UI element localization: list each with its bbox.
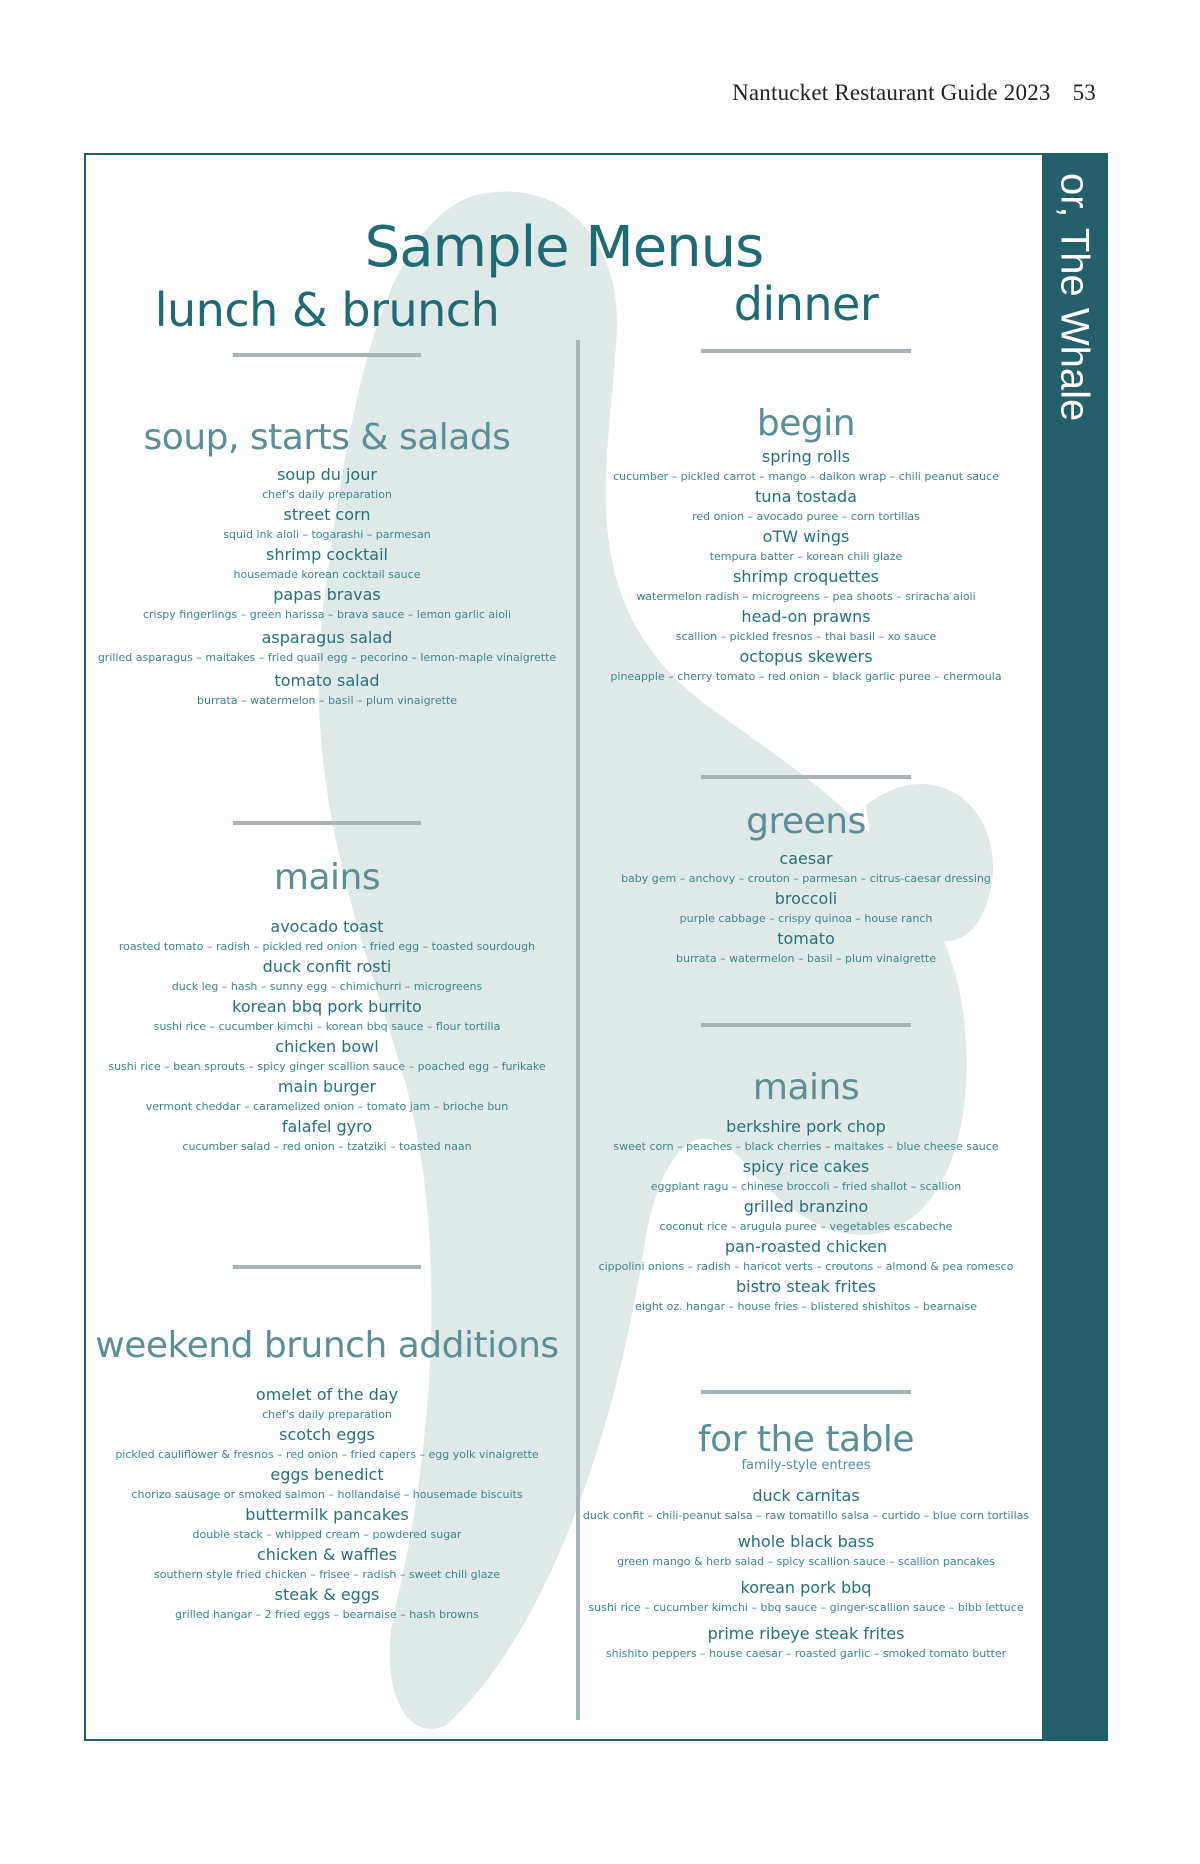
item-name: steak & eggs	[274, 1585, 380, 1604]
item-description: squid ink aioli – togarashi – parmesan	[223, 528, 431, 541]
item-name: soup du jour	[277, 465, 377, 484]
menu-item	[86, 504, 568, 544]
item-description: crispy fingerlings – green harissa – brava sauce – lemon garlic aioli	[142, 608, 512, 621]
item-name: shrimp cocktail	[266, 545, 388, 564]
menu-item	[576, 1196, 1036, 1236]
item-description: chef's daily preparation	[262, 1408, 392, 1421]
menu-items	[576, 446, 1036, 686]
section-greens	[576, 801, 1036, 968]
section-weekend-brunch	[86, 1325, 568, 1624]
item-description: shishito peppers – house caesar – roasted garlic – smoked tomato butter	[605, 1647, 1007, 1660]
item-description: coconut rice – arugula puree – vegetables escabeche	[659, 1220, 953, 1233]
menu-items	[86, 916, 568, 1156]
menu-item	[86, 1464, 568, 1504]
menu-frame	[84, 153, 1108, 1741]
menu-items	[576, 848, 1036, 968]
item-name: papas bravas	[273, 585, 381, 604]
item-name: tuna tostada	[755, 487, 857, 506]
section-for-the-table	[576, 1419, 1036, 1663]
item-name: main burger	[277, 1077, 377, 1096]
menu-item	[576, 646, 1036, 686]
item-name: berkshire pork chop	[726, 1117, 886, 1136]
item-description: red onion – avocado puree – corn tortillas	[692, 510, 920, 523]
menu-item	[86, 1076, 568, 1116]
dinner-title-block	[576, 277, 1036, 353]
item-name: buttermilk pancakes	[245, 1505, 409, 1524]
sidebar-title: or, The Whale	[1052, 173, 1097, 422]
item-name: prime ribeye steak frites	[707, 1624, 905, 1643]
item-name: street corn	[283, 505, 371, 524]
menu-item	[576, 566, 1036, 606]
menu-item	[86, 1424, 568, 1464]
item-description: pickled cauliflower & fresnos – red onion – fried capers – egg yolk vinaigrette	[115, 1448, 539, 1461]
menu-item	[576, 1116, 1036, 1156]
menu-item	[576, 446, 1036, 486]
menu-item	[576, 1577, 1036, 1617]
item-description: grilled asparagus – maitakes – fried quail egg – pecorino – lemon-maple vinaigrette	[97, 651, 557, 664]
lunch-brunch-title: lunch & brunch	[154, 283, 500, 337]
section-title: soup, starts & salads	[143, 417, 511, 458]
rule	[701, 349, 911, 353]
menu-item	[576, 1531, 1036, 1571]
item-name: bistro steak frites	[735, 1277, 877, 1296]
section-dinner-mains	[576, 1067, 1036, 1316]
item-description: chorizo sausage or smoked salmon – hollandaise – housemade biscuits	[131, 1488, 523, 1501]
item-description: sushi rice – cucumber kimchi – bbq sauce – ginger-scallion sauce – bibb lettuce	[588, 1601, 1024, 1614]
item-description: baby gem – anchovy – crouton – parmesan – citrus-caesar dressing	[621, 872, 991, 885]
item-name: shrimp croquettes	[732, 567, 879, 586]
item-name: oTW wings	[762, 527, 850, 546]
item-name: spicy rice cakes	[742, 1157, 870, 1176]
rule	[701, 775, 911, 779]
item-name: scotch eggs	[279, 1425, 375, 1444]
item-name: chicken bowl	[275, 1037, 379, 1056]
menu-item	[86, 996, 568, 1036]
menu-item	[576, 486, 1036, 526]
sidebar-band	[1042, 155, 1106, 1739]
item-description: cucumber – pickled carrot – mango – daikon wrap – chili peanut sauce	[613, 470, 999, 483]
item-description: purple cabbage – crispy quinoa – house ranch	[679, 912, 933, 925]
menu-item	[86, 544, 568, 584]
menu-item	[576, 888, 1036, 928]
section-title: for the table	[697, 1419, 915, 1460]
menu-item	[86, 627, 568, 667]
lunch-title-block	[86, 283, 568, 357]
item-description: southern style fried chicken – frisee – radish – sweet chili glaze	[154, 1568, 500, 1581]
section-soup-starts-salads	[86, 417, 568, 710]
item-description: cippolini onions – radish – haricot verts – croutons – almond & pea romesco	[598, 1260, 1014, 1273]
item-name: octopus skewers	[739, 647, 873, 666]
section-title: mains	[752, 1067, 860, 1108]
menu-item	[576, 1485, 1036, 1525]
rule	[233, 821, 421, 825]
rule	[701, 1390, 911, 1394]
menu-item	[86, 670, 568, 710]
item-name: asparagus salad	[261, 628, 393, 647]
dinner-title: dinner	[733, 277, 879, 331]
menu-item	[86, 1384, 568, 1424]
menu-items	[576, 1485, 1036, 1663]
item-name: eggs benedict	[270, 1465, 384, 1484]
rule	[233, 353, 421, 357]
item-name: grilled branzino	[743, 1197, 869, 1216]
menu-item	[86, 916, 568, 956]
menu-item	[576, 606, 1036, 646]
item-name: spring rolls	[761, 447, 851, 466]
item-description: tempura batter – korean chili glaze	[709, 550, 903, 563]
page-header	[732, 80, 1096, 106]
item-description: chef's daily preparation	[262, 488, 392, 501]
section-title: mains	[273, 857, 381, 898]
rule	[233, 1265, 421, 1269]
main-title: Sample Menus	[364, 215, 764, 280]
menu-item	[86, 1584, 568, 1624]
item-description: pineapple – cherry tomato – red onion – black garlic puree – chermoula	[610, 670, 1002, 683]
section-title: begin	[756, 403, 856, 444]
section-subtitle: family-style entrees	[741, 1458, 871, 1473]
item-name: broccoli	[774, 889, 838, 908]
item-description: green mango & herb salad – spicy scallion sauce – scallion pancakes	[617, 1555, 995, 1568]
item-name: whole black bass	[737, 1532, 875, 1551]
item-name: tomato salad	[274, 671, 380, 690]
page-number: 53	[1072, 80, 1096, 105]
menu-item	[576, 1156, 1036, 1196]
menu-item	[86, 584, 568, 624]
section-begin	[576, 403, 1036, 686]
menu-item	[86, 956, 568, 996]
item-description: grilled hangar – 2 fried eggs – bearnaise – hash browns	[175, 1608, 479, 1621]
item-name: caesar	[779, 849, 833, 868]
item-description: duck confit – chili-peanut salsa – raw tomatillo salsa – curtido – blue corn tortillas	[582, 1509, 1030, 1522]
item-description: eight oz. hangar – house fries – blistered shishitos – bearnaise	[635, 1300, 977, 1313]
item-description: double stack – whipped cream – powdered sugar	[192, 1528, 462, 1541]
section-lunch-mains	[86, 857, 568, 1156]
menu-item	[86, 1544, 568, 1584]
menu-item	[576, 1623, 1036, 1663]
item-description: roasted tomato – radish – pickled red onion – fried egg – toasted sourdough	[118, 940, 536, 953]
menu-item	[576, 1236, 1036, 1276]
rule	[701, 1023, 911, 1027]
menu-content	[86, 155, 1042, 1739]
section-title: greens	[746, 801, 866, 842]
item-description: cucumber salad – red onion – tzatziki – toasted naan	[182, 1140, 472, 1153]
publication-title: Nantucket Restaurant Guide 2023	[732, 80, 1051, 105]
item-description: sweet corn – peaches – black cherries – maitakes – blue cheese sauce	[613, 1140, 999, 1153]
menu-item	[86, 464, 568, 504]
item-name: duck carnitas	[752, 1486, 860, 1505]
item-name: korean bbq pork burrito	[232, 997, 422, 1016]
item-name: tomato	[777, 929, 835, 948]
item-name: korean pork bbq	[740, 1578, 872, 1597]
item-description: vermont cheddar – caramelized onion – tomato jam – brioche bun	[145, 1100, 509, 1113]
item-name: head-on prawns	[741, 607, 871, 626]
item-description: sushi rice – cucumber kimchi – korean bbq sauce – flour tortilla	[153, 1020, 501, 1033]
menu-item	[576, 1276, 1036, 1316]
item-description: eggplant ragu – chinese broccoli – fried shallot – scallion	[650, 1180, 962, 1193]
item-description: scallion – pickled fresnos – thai basil – xo sauce	[675, 630, 937, 643]
item-name: chicken & waffles	[256, 1545, 398, 1564]
menu-item	[576, 848, 1036, 888]
menu-item	[86, 1116, 568, 1156]
item-description: burrata – watermelon – basil – plum vinaigrette	[196, 694, 457, 707]
item-description: housemade korean cocktail sauce	[233, 568, 421, 581]
item-name: duck confit rosti	[262, 957, 392, 976]
item-name: omelet of the day	[255, 1385, 399, 1404]
menu-item	[576, 526, 1036, 566]
menu-item	[576, 928, 1036, 968]
menu-items	[86, 464, 568, 710]
item-description: watermelon radish – microgreens – pea shoots – sriracha aioli	[636, 590, 976, 603]
menu-item	[86, 1504, 568, 1544]
item-description: sushi rice – bean sprouts – spicy ginger scallion sauce – poached egg – furikake	[108, 1060, 546, 1073]
item-description: burrata – watermelon – basil – plum vinaigrette	[675, 952, 936, 965]
item-name: avocado toast	[270, 917, 384, 936]
section-title: weekend brunch additions	[95, 1325, 559, 1366]
menu-items	[86, 1384, 568, 1624]
item-name: falafel gyro	[281, 1117, 373, 1136]
menu-items	[576, 1116, 1036, 1316]
item-name: pan-roasted chicken	[724, 1237, 888, 1256]
menu-item	[86, 1036, 568, 1076]
item-description: duck leg – hash – sunny egg – chimichurri – microgreens	[171, 980, 483, 993]
